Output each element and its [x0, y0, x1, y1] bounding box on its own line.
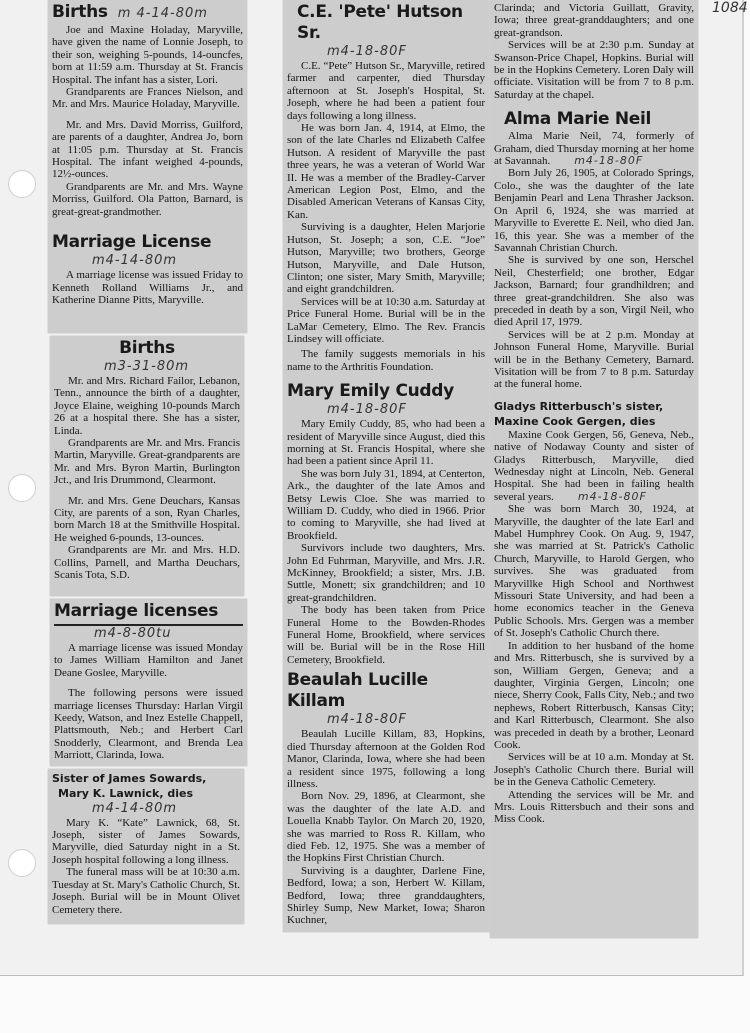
- paragraph: Services will be at 2:30 p.m. Sunday at Swanson-Price Chapel, Hopkins. Burial will be in the Hopkins Cemetery. Loren Daly will officiate. Visitation will be from 7 to 8 p.m. Saturday at the chapel.: [494, 39, 694, 101]
- punch-hole: [8, 170, 36, 198]
- paragraph: Mr. and Mrs. Richard Failor, Lebanon, Tenn., announce the birth of a daughter, Joyce Elaine, weighing 10-pounds March 26 at a hospital there. She has a sister, Linda.: [54, 375, 240, 437]
- paragraph: Grandparents are Frances Nielson, and Mr. and Mrs. Maurice Holaday, Maryville.: [52, 86, 243, 111]
- paragraph: Surviving is a daughter, Darlene Fine, Bedford, Iowa; a son, Herbert W. Killam, Bedford, Iowa; three granddaughters, Shirley Sump, New Market, Iowa; Sharon Kuchner,: [287, 864, 485, 927]
- paragraph: She is survived by one son, Herschel Neil, Chesterfield; one brother, Edgar Jackson, Barnard; four grandhildren; and three great-grandchildren. She also was preceded in death by a son, Virgil Neil, who died April 17, 1979.: [494, 254, 694, 329]
- page-number: 1084: [712, 0, 748, 16]
- paragraph: Maxine Cook Gergen, 56, Geneva, Neb., native of Nodaway County and sister of Gladys Ritterbusch, Maryville, died Wednesday night at Lincoln, Neb. General Hospital. She had been in failing health several years. m4-18-80F: [494, 428, 694, 503]
- paragraph: Grandparents are Mr. and Mrs. Wayne Morriss, Guilford. Ola Patton, Barnard, is great-great-grandmother.: [52, 180, 243, 218]
- clipping-heading: Births m 4-14-80m: [52, 2, 208, 22]
- clipping-heading: Marriage licenses: [54, 601, 219, 621]
- handwritten-date: m4-14-80m: [92, 800, 178, 816]
- handwritten-date: m4-18-80F: [327, 712, 407, 728]
- paragraph: A marriage license was issued Friday to Kenneth Rolland Williams Jr., and Katherine Dianne Pitts, Maryville.: [52, 269, 243, 306]
- clipping-heading: C.E. 'Pete' Hutson Sr.: [297, 2, 463, 43]
- handwritten-date: m4-14-80m: [92, 253, 178, 269]
- paragraph: He was born Jan. 4, 1914, at Elmo, the son of the late Charles nd Elizabeth Calfee Hutson. A resident of Maryville the past three years, he was a veteran of World War II. He was a member of the Bradley-Carver American Legion Post, Elmo, and the Disabled American Veterans of Kansas City, Kan.: [287, 122, 485, 221]
- paragraph: C.E. “Pete” Hutson Sr., Maryville, retired farmer and carpenter, died Thursday afternoon at St. Joseph's Hospital, St. Joseph, where he had been a patient four days following a long illness.: [287, 60, 485, 122]
- paragraph: The body has been taken from Price Funeral Home to the Bowden-Rhodes Funeral Home, Brookfield, where services will be. Burial will be in the Rose Hill Cemetery, Brookfield.: [287, 604, 485, 666]
- obituaries-clipping-right: [490, 0, 698, 938]
- paragraph: Survivors include two daughters, Mrs. John Ed Fuhrman, Maryville, and Mrs. J.R. McKinney, Brookfield; a sister, Mrs. J.B. Suttle, Monett; six grandchildren; and 10 great-grandchildren.: [287, 542, 485, 604]
- handwritten-date: m4-18-80F: [577, 489, 647, 503]
- paragraph: The following persons were issued marriage licenses Thursday: Harlan Virgil Keedy, Watson, and Inez Estelle Chappell, Plattsmouth, Neb.; and Herbert Carl Snodderly, Clearmont, and Brenda Lea Marriott, Clarinda, Iowa.: [54, 687, 243, 762]
- lawnick-obituary-clipping: [48, 769, 244, 924]
- births-clipping-1: [48, 0, 247, 333]
- paragraph: Mary K. “Kate” Lawnick, 68, St. Joseph, sister of James Sowards, Maryville, died Saturday night in a St. Joseph hospital following a long illness.: [52, 816, 240, 866]
- center-column: [283, 0, 489, 932]
- paragraph: Alma Marie Neil, 74, formerly of Graham, died Thursday morning at her home at Savannah. m4-18-80F: [494, 130, 694, 168]
- paragraph: The family suggests memorials in his name to the Arthritis Foundation.: [287, 348, 485, 373]
- clipping-heading: Mary K. Lawnick, dies: [58, 786, 194, 800]
- marriage-licenses-clipping: [50, 599, 247, 766]
- paragraph: Services will be at 2 p.m. Monday at Johnson Funeral Home, Maryville. Burial will be in the Bethany Cemetery, Barnard. Visitation will be from 7 to 8 p.m. Saturday at the funeral home.: [494, 328, 694, 391]
- paragraph: Joe and Maxine Holaday, Maryville, have given the name of Lonnie Joseph, to their son, weighing 5-pounds, 14-ouncfes, born at 11:59 a.m. Thursday at St. Francis Hospital. The infant has a sister, Lori.: [52, 24, 243, 86]
- paragraph: Surviving is a daughter, Helen Marjorie Hutson, St. Joseph; a son, C.E. “Joe” Hutson, Maryville; two brothers, George Hutson, Maryville, and Dale Hutson, Clinton; one sister, Mary Smith, Maryville; and eight grandchildren.: [287, 221, 485, 296]
- paragraph: Clarinda; and Victoria Guillatt, Gravity, Iowa; three great-granddaughters; and one great-grandson.: [494, 2, 694, 39]
- clipping-heading: Beaulah Lucille Killam: [287, 670, 428, 712]
- paragraph: Services will be at 10 a.m. Monday at St. Joseph's Catholic Church there. Burial will be in the Geneva Catholic Cemetery.: [494, 751, 694, 789]
- clipping-heading: Marriage License: [52, 232, 212, 253]
- clipping-heading: Maxine Cook Gergen, dies: [494, 414, 656, 428]
- handwritten-date: m 4-14-80m: [117, 6, 208, 21]
- clipping-heading: Births: [119, 338, 175, 358]
- handwritten-date: m3-31-80m: [104, 359, 190, 374]
- punch-hole: [8, 849, 36, 877]
- paragraph: Beaulah Lucille Killam, 83, Hopkins, died Thursday afternoon at the Golden Rod Manor, Clarinda, Iowa, where she had been a resident since 1975, following a long illness.: [287, 728, 485, 790]
- clipping-heading: Sister of James Sowards,: [52, 771, 207, 785]
- paragraph: She was born July 31, 1894, at Centerton, Ark., the daughter of the late Amos and Betsy Lewis Cloe. She was married to William D. Cuddy, who died in 1966. Prior to coming to Maryville, she had lived at Brookfield.: [287, 467, 485, 542]
- paragraph: Grandparents are Mr. and Mrs. H.D. Collins, Parnell, and Martha Deuchars, Scanis Tota, S.D.: [54, 544, 240, 582]
- paragraph: Mary Emily Cuddy, 85, who had been a resident of Maryville since August, died this morning at St. Francis Hospital, where she had been a patient since April 11.: [287, 418, 485, 468]
- paragraph: A marriage license was issued Monday to James William Hamilton and Janet Deane Goslee, Maryville.: [54, 642, 243, 679]
- paragraph: Services will be at 10:30 a.m. Saturday at Price Funeral Home. Burial will be in the LaMar Cemetery, Elmo. The Rev. Francis Lindsey will officiate.: [287, 295, 485, 345]
- paragraph: Mr. and Mrs. Gene Deuchars, Kansas City, are parents of a son, Ryan Charles, born March 18 at the Smithville Hospital. He weighed 6-pounds, 13-ounces.: [54, 494, 240, 544]
- paragraph: Attending the services will be Mr. and Mrs. Louis Rittersbuch and their sons and Miss Cook.: [494, 788, 694, 826]
- paragraph: She was born March 30, 1924, at Maryville, the daughter of the late Earl and Mabel Humphrey Cook. On Aug. 9, 1947, she was married at St. Patrick's Catholic Church, Maryville, to Harold Gergen, who survives. She was graduated from Maryvillke High School and Northwest Missouri State University, and had been a home economics teacher in the Geneva Public Schools. Mrs. Gergen was a member of St. Joseph's Catholic Church there.: [494, 503, 694, 640]
- clipping-heading: Mary Emily Cuddy: [287, 381, 454, 402]
- handwritten-date: m4-8-80tu: [94, 626, 172, 641]
- clipping-heading: Gladys Ritterbusch's sister,: [494, 399, 664, 413]
- handwritten-date: m4-18-80F: [574, 154, 644, 168]
- handwritten-date: m4-18-80F: [327, 44, 407, 59]
- left-column: [48, 0, 247, 924]
- paragraph: The funeral mass will be at 10:30 a.m. Tuesday at St. Mary's Catholic Church, St. Joseph. Burial will be in Mount Olivet Cemetery there.: [52, 866, 240, 916]
- obituaries-clipping-center: [283, 0, 489, 932]
- paragraph: Mr. and Mrs. David Morriss, Guilford, are parents of a daughter, Andrea Jo, born at 11:05 p.m. Thursday at St. Francis Hospital. The infant weighed 4-pounds, 12½-ounces.: [52, 118, 243, 181]
- paragraph: In addition to her husband of the home and Mrs. Ritterbusch, she is survived by a son, William Gergen, Geneva; and a daughter, Virginia Gergen, Lincoln; one niece, Sherry Cook, Falls City, Neb.; and two nephews, Robert Ritterbusch, Kansas City; and Karl Ritterbusch, Clearmont. She also was preceded in death by a brother, Leonard Cook.: [494, 639, 695, 751]
- paragraph: Grandparents are Mr. and Mrs. Francis Martin, Maryville. Great-grandparents are Mr. and Mrs. Byron Martin, Burlington Jct., and Iris Drummond, Clearmont.: [54, 437, 240, 487]
- clipping-heading: Alma Marie Neil: [504, 109, 652, 130]
- births-clipping-2: [50, 336, 244, 596]
- punch-hole: [8, 474, 36, 502]
- paragraph: Born Nov. 29, 1896, at Clearmont, she was the daughter of the late A.D. and Louella Knabb Taylor. On March 20, 1920, she was married to Ross R. Killam, who died Feb. 12, 1975. She was a member of the Hopkins First Christian Church.: [287, 790, 485, 865]
- paragraph: Born July 26, 1905, at Colorado Springs, Colo., she was the daughter of the late Benjamin Pearl and Lena Thrasher Jackson. On April 6, 1924, she was married at Maryville to Everette E. Neil, who died Jan. 16, this year. She was a member of the Savannah Christian Church.: [494, 167, 694, 254]
- right-column: [490, 0, 698, 938]
- handwritten-date: m4-18-80F: [327, 402, 407, 418]
